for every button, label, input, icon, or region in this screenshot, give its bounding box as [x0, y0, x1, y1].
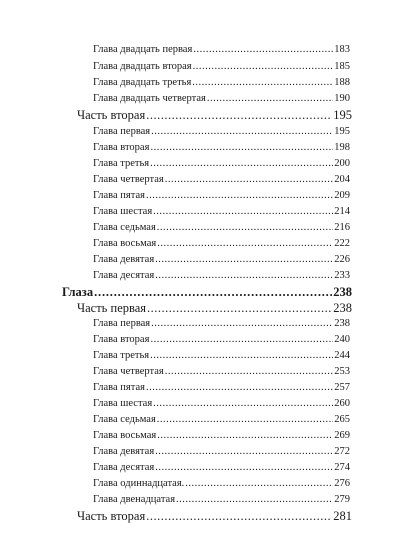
toc-entry-label: Глава четвертая — [93, 174, 164, 185]
toc-entry-page: 260 — [334, 398, 350, 409]
toc-entry-page: 214 — [334, 206, 350, 217]
toc-entry — [93, 366, 350, 377]
toc-entry-label: Глава двадцать четвертая — [93, 93, 206, 104]
dot-leader — [193, 61, 334, 72]
dot-leader — [153, 398, 333, 409]
toc-entry — [93, 77, 350, 88]
toc-entry-page: 188 — [334, 77, 350, 88]
toc-entry-page: 272 — [334, 446, 350, 457]
toc-entry-page: 216 — [334, 222, 350, 233]
toc-entry-page: 195 — [334, 126, 350, 137]
toc-entry — [77, 301, 352, 316]
dot-leader — [146, 509, 332, 524]
toc-entry-page: 257 — [334, 382, 350, 393]
toc-entry — [93, 93, 350, 104]
toc-entry — [93, 254, 350, 265]
toc-entry — [93, 61, 350, 72]
toc-entry — [93, 158, 350, 169]
dot-leader — [192, 77, 333, 88]
toc-entry-page: 240 — [334, 334, 350, 345]
toc-entry-page: 185 — [334, 61, 350, 72]
toc-entry-page: 222 — [334, 238, 350, 249]
toc-entry-page: 276 — [334, 478, 350, 489]
toc-entry-label: Глава десятая — [93, 270, 155, 281]
toc-entry-label: Глава восьмая — [93, 238, 157, 249]
toc-entry-page: 183 — [334, 44, 350, 55]
toc-entry-page: 265 — [334, 414, 350, 425]
toc-entry — [93, 494, 350, 505]
dot-leader — [150, 158, 333, 169]
toc-entry-label: Глава двадцать вторая — [93, 61, 192, 72]
toc-entry-page: 190 — [334, 93, 350, 104]
dot-leader — [157, 430, 333, 441]
toc-entry — [93, 318, 350, 329]
toc-entry-label: Глава третья — [93, 158, 150, 169]
toc-entry-label: Часть вторая — [77, 108, 146, 122]
toc-entry — [93, 44, 350, 55]
toc-entry-label: Глава двадцать первая — [93, 44, 193, 55]
dot-leader — [147, 301, 332, 316]
dot-leader — [157, 238, 333, 249]
toc-entry-page: 279 — [334, 494, 350, 505]
toc-entry-page: 253 — [334, 366, 350, 377]
toc-entry-label: Глава шестая — [93, 398, 153, 409]
toc-entry — [93, 398, 350, 409]
dot-leader — [151, 318, 333, 329]
toc-entry-label: Глава одиннадцатая. — [93, 478, 185, 489]
toc-entry — [93, 478, 350, 489]
dot-leader — [207, 93, 333, 104]
toc-entry — [93, 126, 350, 137]
dot-leader — [165, 366, 334, 377]
toc-entry-label: Глава седьмая — [93, 414, 156, 425]
dot-leader — [155, 462, 333, 473]
toc-entry-label: Глава четвертая — [93, 366, 164, 377]
toc-entry-page: 198 — [334, 142, 350, 153]
toc-entry-page: 209 — [334, 190, 350, 201]
toc-entry-label: Глава вторая — [93, 334, 150, 345]
toc-entry-page: 226 — [334, 254, 350, 265]
toc-entry-page: 238 — [333, 301, 352, 315]
toc-entry-label: Глава девятая — [93, 254, 155, 265]
toc-entry-label: Часть вторая — [77, 509, 146, 523]
toc-entry-page: 274 — [334, 462, 350, 473]
toc-entry — [93, 142, 350, 153]
toc-entry-page: 269 — [334, 430, 350, 441]
toc-entry-label: Глава восьмая — [93, 430, 157, 441]
toc-entry — [77, 108, 352, 123]
toc-entry — [93, 174, 350, 185]
toc-entry-label: Глава первая — [93, 318, 151, 329]
toc-entry — [93, 430, 350, 441]
dot-leader — [153, 206, 333, 217]
dot-leader — [185, 478, 333, 489]
dot-leader — [146, 108, 332, 123]
toc-entry — [77, 509, 352, 524]
toc-entry-label: Глава пятая — [93, 190, 145, 201]
toc-entry-label: Глаза — [62, 285, 94, 299]
toc-entry-page: 233 — [334, 270, 350, 281]
toc-entry-page: 238 — [334, 318, 350, 329]
dot-leader — [155, 446, 333, 457]
dot-leader — [94, 285, 332, 300]
toc-entry-page: 281 — [333, 509, 352, 523]
toc-entry-label: Глава двенадцатая — [93, 494, 176, 505]
toc-entry-page: 200 — [334, 158, 350, 169]
dot-leader — [146, 382, 333, 393]
toc-entry — [93, 238, 350, 249]
dot-leader — [157, 222, 333, 233]
toc-entry-label: Часть первая — [77, 301, 147, 315]
dot-leader — [151, 126, 333, 137]
toc-entry-label: Глава девятая — [93, 446, 155, 457]
toc-entry-label: Глава третья — [93, 350, 150, 361]
toc-entry — [93, 334, 350, 345]
dot-leader — [157, 414, 333, 425]
dot-leader — [155, 270, 333, 281]
dot-leader — [146, 190, 333, 201]
dot-leader — [150, 334, 333, 345]
toc-entry — [93, 462, 350, 473]
toc-entry — [93, 414, 350, 425]
toc-entry-label: Глава пятая — [93, 382, 145, 393]
toc-entry-label: Глава первая — [93, 126, 151, 137]
toc-entry — [93, 446, 350, 457]
toc-entry — [93, 350, 350, 361]
dot-leader — [150, 350, 333, 361]
toc-entry — [62, 285, 352, 300]
toc-entry-page: 238 — [333, 285, 352, 299]
toc-entry-page: 204 — [334, 174, 350, 185]
toc-entry — [93, 190, 350, 201]
toc-entry — [93, 222, 350, 233]
dot-leader — [155, 254, 333, 265]
toc-entry — [93, 206, 350, 217]
dot-leader — [150, 142, 333, 153]
dot-leader — [176, 494, 333, 505]
dot-leader — [165, 174, 334, 185]
toc-entry — [93, 270, 350, 281]
toc-entry-page: 244 — [334, 350, 350, 361]
toc-entry-label: Глава вторая — [93, 142, 150, 153]
dot-leader — [193, 44, 333, 55]
toc-entry-label: Глава шестая — [93, 206, 153, 217]
toc-entry-label: Глава седьмая — [93, 222, 156, 233]
toc-entry-label: Глава двадцать третья — [93, 77, 192, 88]
toc-entry — [93, 382, 350, 393]
toc-entry-page: 195 — [333, 108, 352, 122]
toc-entry-label: Глава десятая — [93, 462, 155, 473]
